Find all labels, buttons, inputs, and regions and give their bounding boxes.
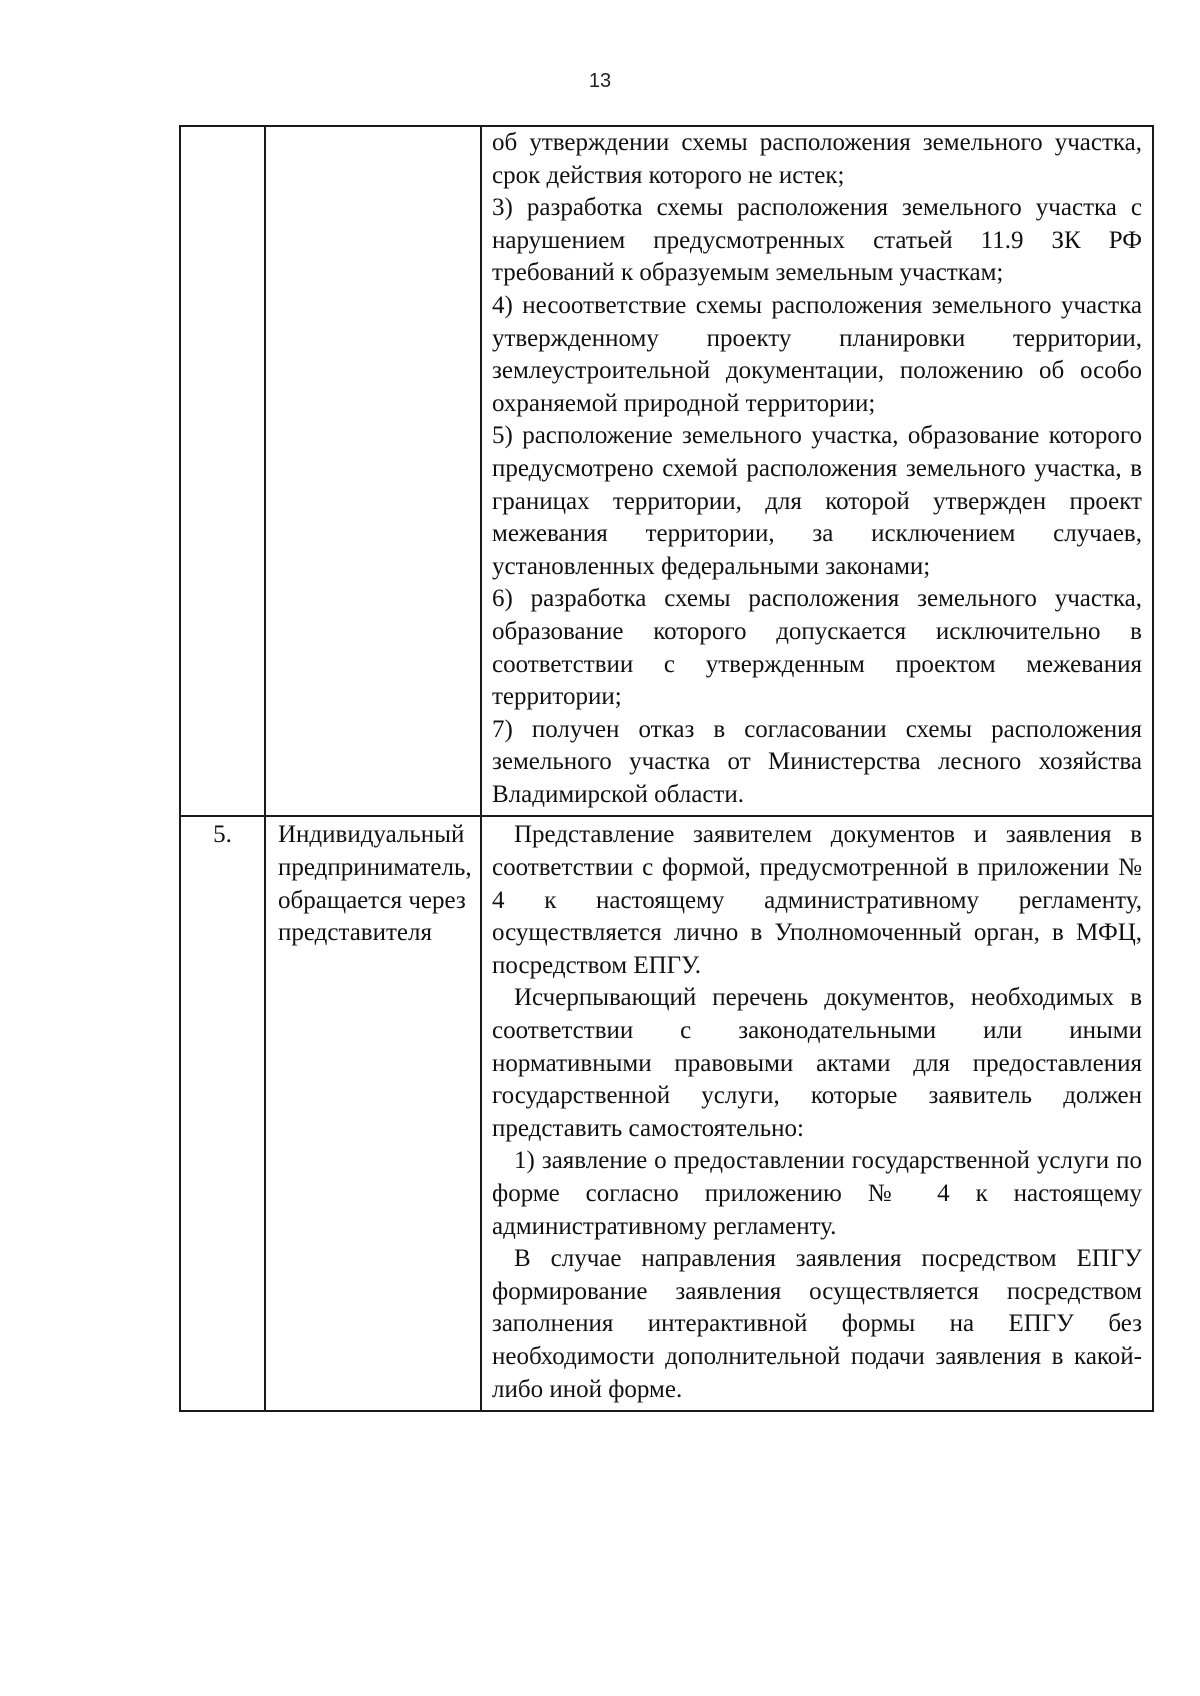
- paragraph: 3) разработка схемы расположения земельного участка с нарушением предусмотренных статьей 11.9 ЗК РФ требований к образуемым земельным участкам;: [492, 194, 1142, 287]
- services-table: [179, 125, 1154, 1412]
- paragraph: 1) заявление о предоставлении государственной услуги по форме согласно приложению № 4 к настоящему административному регламенту.: [492, 1147, 1142, 1240]
- row-number-cell: [180, 126, 265, 816]
- applicant-cell: [265, 126, 481, 816]
- paragraph: Исчерпывающий перечень документов, необходимых в соответствии с законодательными или иными нормативными правовыми актами для предоставления государственной услуги, которые заявитель должен представить самостоятельно:: [492, 984, 1142, 1142]
- table-row: [180, 816, 1153, 1411]
- paragraph: Представление заявителем документов и заявления в соответствии с формой, предусмотренной в приложении № 4 к настоящему административному регламенту, осуществляется лично в Уполномоченный орган, в МФЦ, посредством ЕПГУ.: [492, 821, 1142, 979]
- paragraph: об утверждении схемы расположения земельного участка, срок действия которого не истек;: [492, 129, 1142, 189]
- row-number-cell: 5.: [180, 816, 265, 1411]
- applicant-cell: Индивидуальный предприниматель, обращается через представителя: [265, 816, 481, 1411]
- description-cell: [481, 816, 1153, 1411]
- paragraph: 4) несоответствие схемы расположения земельного участка утвержденному проекту планировки территории, землеустроительной документации, положению об особо охраняемой природной территории;: [492, 291, 1142, 417]
- paragraph: 6) разработка схемы расположения земельного участка, образование которого допускается исключительно в соответствии с утвержденным проектом межевания территории;: [492, 585, 1142, 711]
- table-row: [180, 126, 1153, 816]
- paragraph: 7) получен отказ в согласовании схемы расположения земельного участка от Министерства лесного хозяйства Владимирской области.: [492, 715, 1142, 808]
- paragraph: В случае направления заявления посредством ЕПГУ формирование заявления осуществляется посредством заполнения интерактивной формы на ЕПГУ без необходимости дополнительной подачи заявления в какой-либо иной форме.: [492, 1245, 1142, 1403]
- description-cell: [481, 126, 1153, 816]
- page-number: 13: [588, 70, 612, 92]
- paragraph: 5) расположение земельного участка, образование которого предусмотрено схемой расположения земельного участка, в границах территории, для которой утвержден проект межевания территории, за исключением случаев, установленных федеральными законами;: [492, 422, 1142, 580]
